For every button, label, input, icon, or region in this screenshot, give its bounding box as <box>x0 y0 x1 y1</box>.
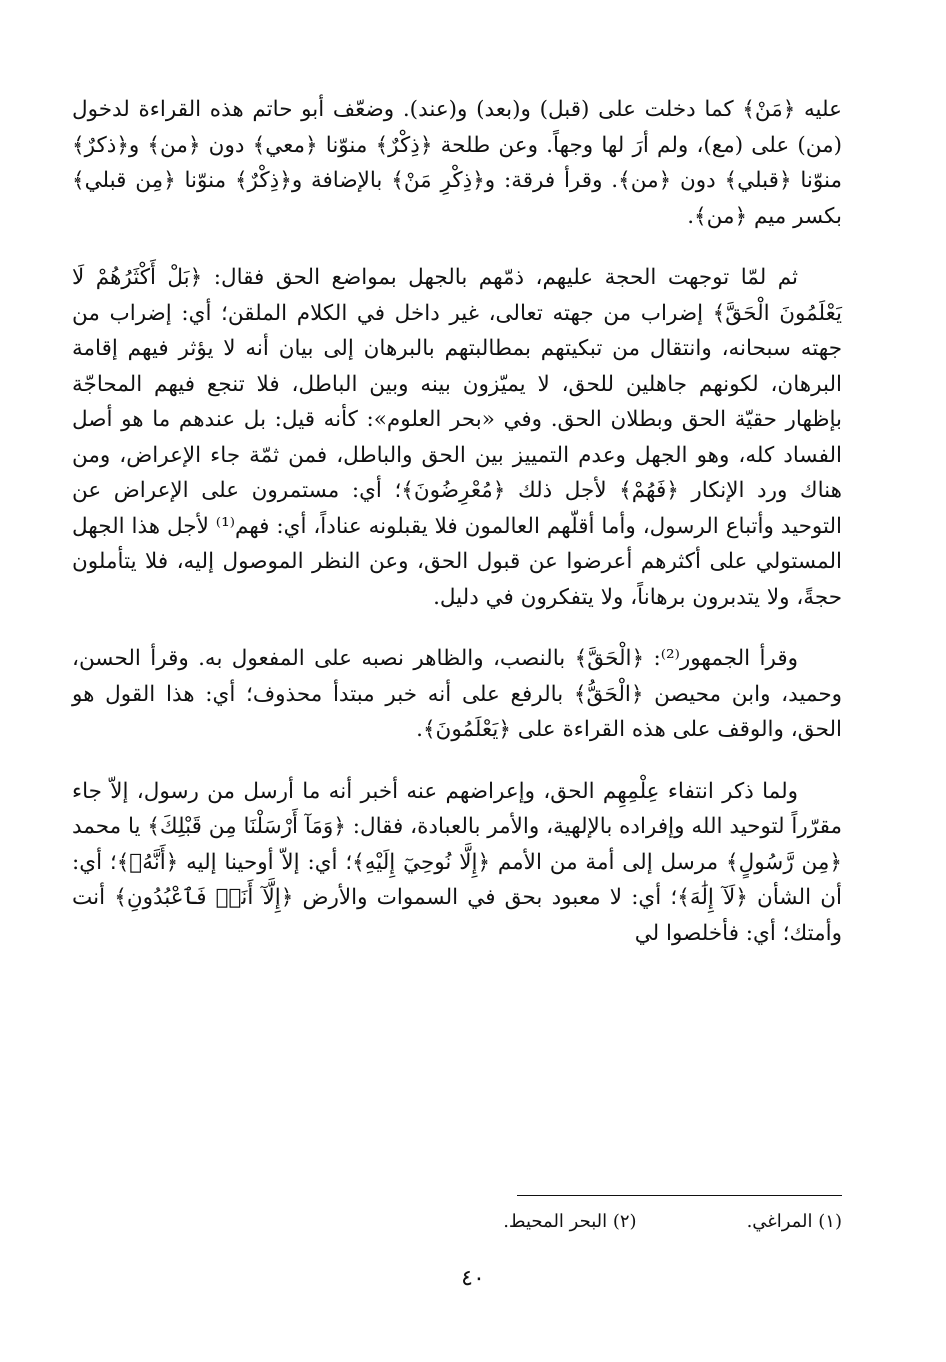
page-number: ٤٠ <box>461 1266 485 1291</box>
paragraph-1: عليه ﴿مَنْ﴾ كما دخلت على (قبل) و(بعد) و(عند). وضعّف أبو حاتم هذه القراءة لدخول (من) على (مع)، ولم أرَ لها وجهاً. وعن طلحة ﴿ذِكْرٌ﴾ منوّنا ﴿معي﴾ دون ﴿من﴾ و﴿ذكرٌ﴾ منوّنا ﴿قبلي﴾ دون ﴿من﴾. وقرأ فرقة: و﴿ذِكْرِ مَنْ﴾ بالإضافة و﴿ذِكْرٌ﴾ منوّنا ﴿مِن قبلي﴾ بكسر ميم ﴿من﴾. <box>72 97 842 229</box>
paragraph-3: وقرأ الجمهور⁽²⁾: ﴿الْحَقَّ﴾ بالنصب، والظاهر نصبه على المفعول به. وقرأ الحسن، وحميد، وابن محيصن ﴿الْحَقُّ﴾ بالرفع على أنه خبر مبتدأ محذوف؛ أي: هذا القول هو الحق، والوقف على هذه القراءة على ﴿يَعْلَمُونَ﴾. <box>72 646 842 742</box>
paragraph-2: ثم لمّا توجهت الحجة عليهم، ذمّهم بالجهل بمواضع الحق فقال: ﴿بَلْ أَكْثَرُهُمْ لَا يَعْلَمُونَ الْحَقَّ﴾ إضراب من جهته تعالى، غير داخل في الكلام الملقن؛ أي: إضراب من جهته سبحانه، وانتقال من تبكيتهم بمطالبتهم بالبرهان إلى بيان أنه لا يؤثر فيهم إقامة البرهان، لكونهم جاهلين للحق، لا يميّزون بينه وبين الباطل، فلا تنجع فيهم المحاجّة بإظهار حقيّة الحق وبطلان الحق. وفي «بحر العلوم»: كأنه قيل: بل عندهم ما هو أصل الفساد كله، وهو الجهل وعدم التمييز بين الحق والباطل، فمن ثمّة جاء الإعراض، ومن هناك ورد الإنكار ﴿فَهُمْ﴾ لأجل ذلك ﴿مُعْرِضُونَ﴾؛ أي: مستمرون على الإعراض عن التوحيد وأتباع الرسول، وأما أقلّهم العالمون فلا يقبلونه عناداً، أي: فهم⁽¹⁾ لأجل هذا الجهل المستولي على أكثرهم أعرضوا عن قبول الحق، وعن النظر الموصول إليه، فلا يتأملون حجةً، ولا يتدبرون برهاناً، ولا يتفكرون في دليل. <box>72 265 842 610</box>
paragraph-gap <box>72 748 842 774</box>
footnote-2: (٢) البحر المحيط. <box>503 1211 637 1232</box>
footnote-divider <box>517 1195 842 1196</box>
paragraph-4: ولما ذكر انتفاء عِلْمِهِم الحق، وإعراضهم عنه أخبر أنه ما أرسل من رسول، إلاّ جاء مقرّراً لتوحيد الله وإفراده بالإلهية، والأمر بالعبادة، فقال: ﴿وَمَآ أَرْسَلْنَا مِن قَبْلِكَ﴾ يا محمد ﴿مِن رَّسُولٍ﴾ مرسل إلى أمة من الأمم ﴿إِلَّا نُوحِيٓ إِلَيْهِ﴾؛ أي: إلاّ أوحينا إليه ﴿أَنَّهُۥ﴾؛ أي: أن الشأن ﴿لَآ إِلَٰهَ﴾؛ أي: لا معبود بحق في السموات والأرض ﴿إِلَّآ أَنَا۠ فَٱعْبُدُونِ﴾ أنت وأمتك؛ أي: فأخلصوا لي <box>72 778 842 946</box>
paragraph-gap <box>72 234 842 260</box>
paragraph-gap <box>72 615 842 641</box>
footnotes <box>142 1208 842 1236</box>
footnote-1: (١) المراغي. <box>746 1211 842 1232</box>
page-body <box>72 92 842 951</box>
